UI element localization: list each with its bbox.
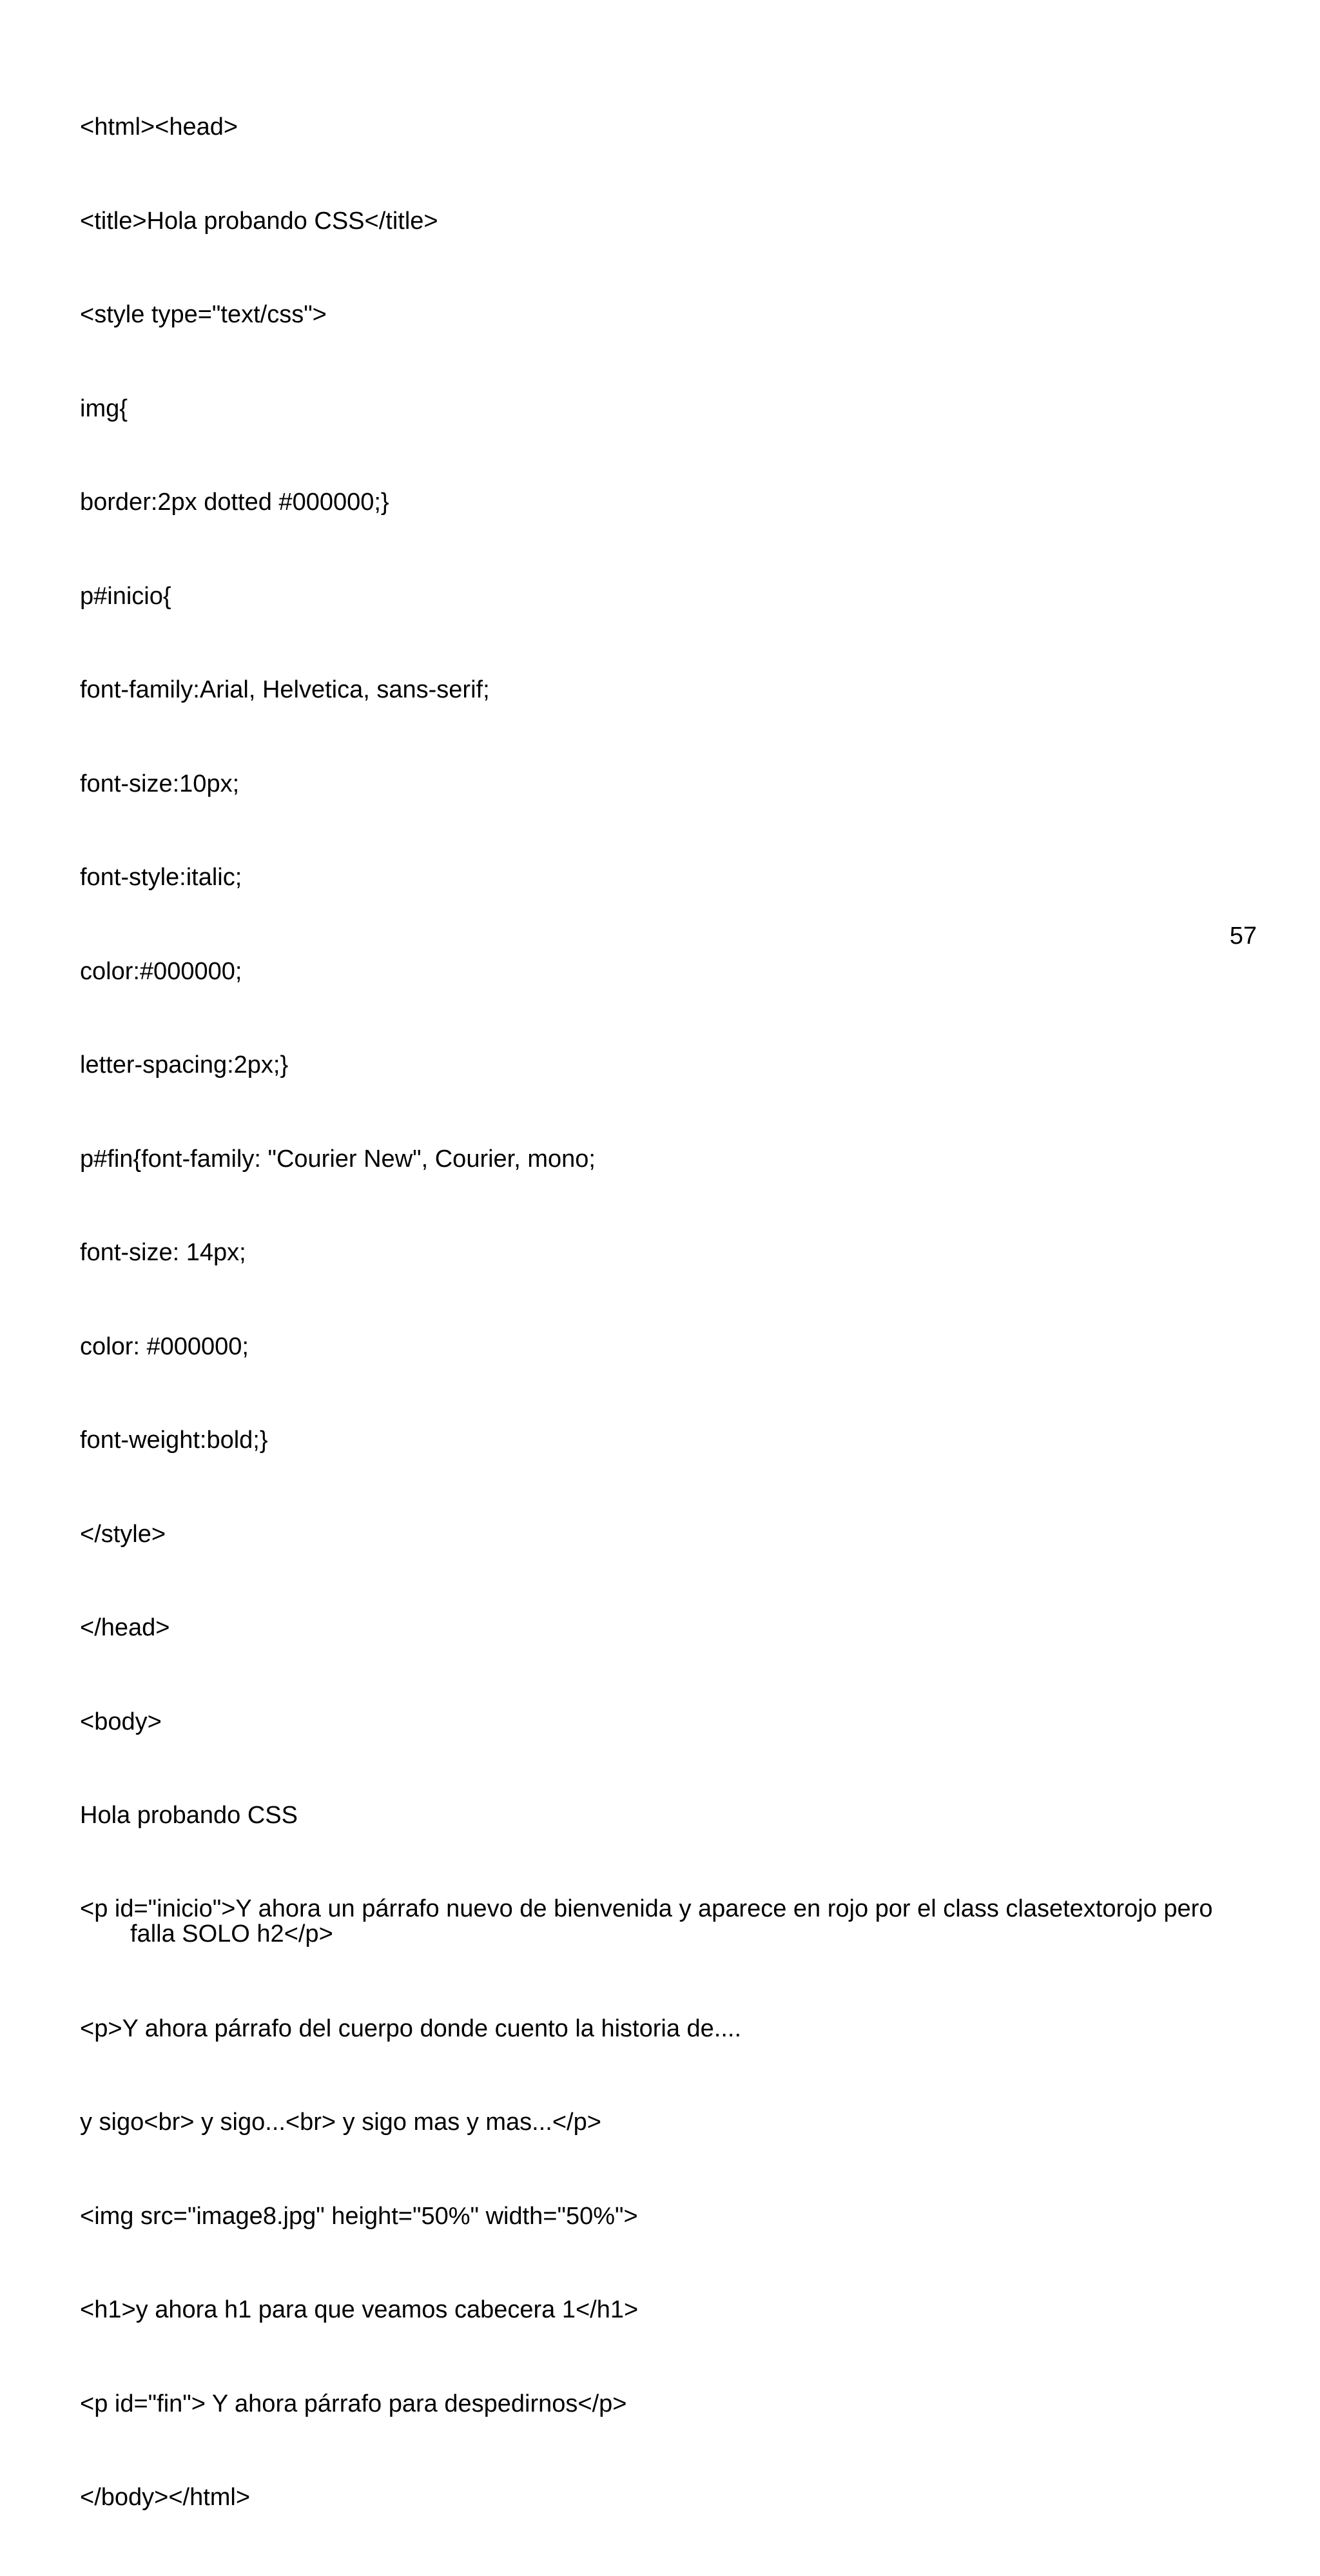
code-line: font-weight:bold;}	[80, 1427, 268, 1454]
code-line: <p>Y ahora párrafo del cuerpo donde cuento la historia de....	[80, 2015, 742, 2042]
code-line: font-size:10px;	[80, 770, 240, 797]
code-line: font-size: 14px;	[80, 1239, 246, 1266]
page-number: 57	[1229, 922, 1257, 950]
code-line: <style type="text/css">	[80, 301, 327, 328]
code-listing	[80, 49, 1240, 2576]
code-line: <p id="fin"> Y ahora párrafo para despedirnos</p>	[80, 2390, 627, 2417]
code-line: <title>Hola probando CSS</title>	[80, 207, 438, 235]
code-line: letter-spacing:2px;}	[80, 1051, 289, 1078]
code-line: <h1>y ahora h1 para que veamos cabecera 1</h1>	[80, 2296, 639, 2323]
code-line: </style>	[80, 1520, 166, 1548]
code-line: <body>	[80, 1708, 162, 1735]
code-line: font-family:Arial, Helvetica, sans-serif;	[80, 676, 490, 703]
code-line: </body></html>	[80, 2484, 251, 2511]
code-line: y sigo<br> y sigo...<br> y sigo mas y mas...</p>	[80, 2109, 601, 2136]
code-line: p#inicio{	[80, 582, 171, 610]
code-line: border:2px dotted #000000;}	[80, 489, 389, 516]
code-line: </head>	[80, 1614, 170, 1641]
code-line: font-style:italic;	[80, 864, 242, 891]
code-line: <p id="inicio">Y ahora un párrafo nuevo de bienvenida y aparece en rojo por el class clasetextorojo pero falla SOLO h2</p>	[80, 1895, 1220, 1947]
code-line: <html><head>	[80, 113, 238, 141]
code-line: p#fin{font-family: "Courier New", Courier, mono;	[80, 1145, 596, 1173]
code-line: img{	[80, 395, 128, 422]
code-line: color:#000000;	[80, 957, 242, 985]
code-line: color: #000000;	[80, 1332, 249, 1360]
code-line: <img src="image8.jpg" height="50%" width="50%">	[80, 2202, 638, 2230]
code-line: Hola probando CSS	[80, 1802, 298, 1829]
